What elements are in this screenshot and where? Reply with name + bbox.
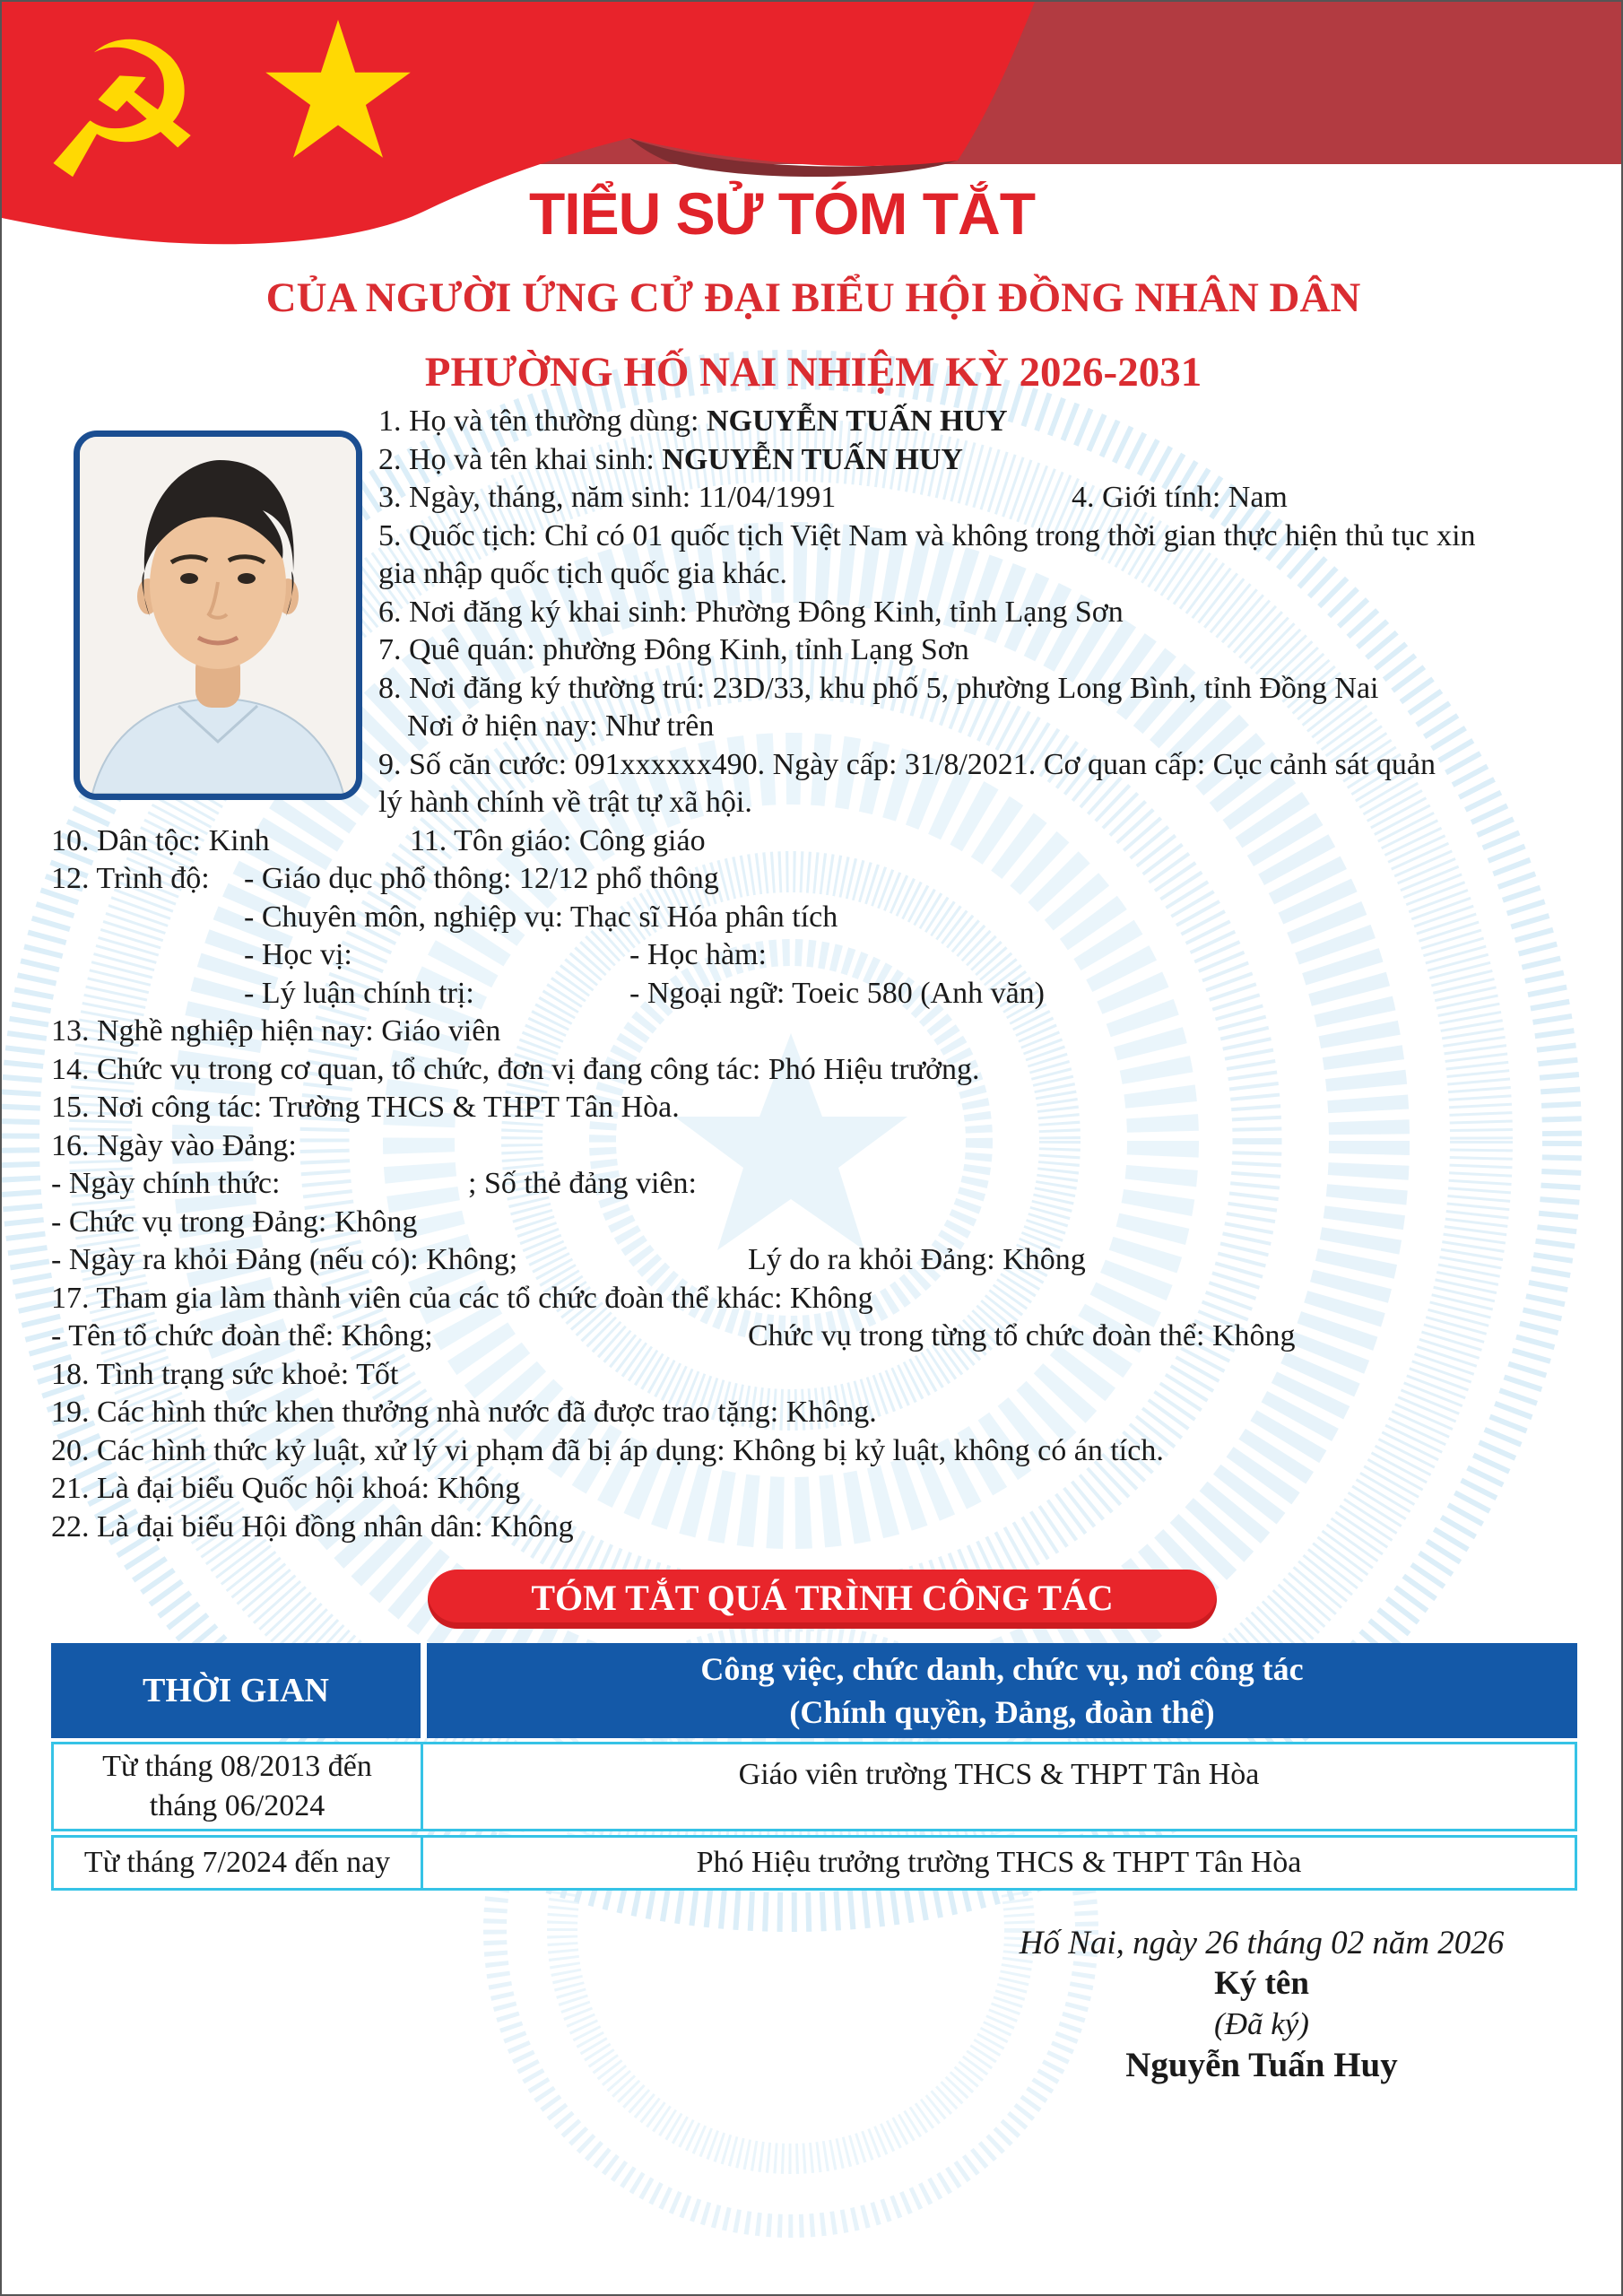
- table-row: [51, 1835, 1577, 1891]
- time-cell: Từ tháng 08/2013 đến tháng 06/2024: [54, 1744, 423, 1829]
- bio-item-16: 16. Ngày vào Đảng:: [51, 1129, 297, 1162]
- bio-item-17: 17. Tham gia làm thành viên của các tổ chức đoàn thể khác: Không: [51, 1282, 873, 1315]
- bio-item-17-org: - Tên tổ chức đoàn thể: Không; Chức vụ trong từng tổ chức đoàn thể: Không: [51, 1317, 1584, 1355]
- bio-item-16-position: - Chức vụ trong Đảng: Không: [51, 1205, 418, 1239]
- bio-item-22: 22. Là đại biểu Hội đồng nhân dân: Không: [51, 1510, 574, 1544]
- bio-item-12: 12. Trình độ: - Giáo dục phổ thông: 12/12 phổ thông: [51, 859, 1584, 898]
- candidate-photo: [74, 430, 362, 800]
- page-title: TIỂU SỬ TÓM TẮT: [528, 180, 1036, 247]
- bio-item-16-leave: - Ngày ra khỏi Đảng (nếu có): Không; Lý do ra khỏi Đảng: Không: [51, 1240, 1584, 1279]
- education-general: - Giáo dục phổ thông: 12/12 phổ thông: [244, 862, 719, 895]
- religion: 11. Tôn giáo: Công giáo: [410, 824, 706, 857]
- job-cell: Giáo viên trường THCS & THPT Tân Hòa: [738, 1758, 1260, 1791]
- bio-item-16-official: - Ngày chính thức: ; Số thẻ đảng viên:: [51, 1164, 1584, 1203]
- job-cell: Phó Hiệu trưởng trường THCS & THPT Tân Hòa: [696, 1846, 1302, 1879]
- page-subtitle-2: PHƯỜNG HỐ NAI NHIỆM KỲ 2026-2031: [424, 349, 1202, 396]
- signatory-name: Nguyễn Tuấn Huy: [1125, 2046, 1398, 2084]
- bio-item-12-prof: - Chuyên môn, nghiệp vụ: Thạc sĩ Hóa phân tích: [244, 900, 838, 934]
- work-history-banner: TÓM TẮT QUÁ TRÌNH CÔNG TÁC: [428, 1570, 1217, 1629]
- bio-item-5-cont: gia nhập quốc tịch quốc gia khác.: [378, 557, 788, 590]
- bio-item-13: 13. Nghề nghiệp hiện nay: Giáo viên: [51, 1014, 501, 1048]
- signed-note: (Đã ký): [1214, 2006, 1309, 2041]
- hammer-sickle-icon: ☭: [38, 2, 207, 222]
- bio-item-8: 8. Nơi đăng ký thường trú: 23D/33, khu phố 5, phường Long Bình, tỉnh Đồng Nai: [378, 672, 1379, 705]
- bio-item-1: 1. Họ và tên thường dùng: NGUYỄN TUẤN HUY: [378, 404, 1008, 438]
- bio-item-12-politics: - Lý luận chính trị: - Ngoại ngữ: Toeic 580 (Anh văn): [51, 974, 1584, 1013]
- bio-item-14: 14. Chức vụ trong cơ quan, tổ chức, đơn vị đang công tác: Phó Hiệu trưởng.: [51, 1053, 980, 1086]
- table-header-row: [51, 1643, 1577, 1738]
- bio-item-9: 9. Số căn cước: 091xxxxxx490. Ngày cấp: 31/8/2021. Cơ quan cấp: Cục cảnh sát quản: [378, 748, 1436, 781]
- leave-reason: Lý do ra khỏi Đảng: Không: [748, 1243, 1086, 1276]
- gender: 4. Giới tính: Nam: [1072, 481, 1288, 514]
- bio-item-2: 2. Họ và tên khai sinh: NGUYỄN TUẤN HUY: [378, 443, 963, 476]
- party-card-number: ; Số thẻ đảng viên:: [468, 1167, 697, 1200]
- bio-item-10-11: [51, 822, 1584, 860]
- bio-item-18: 18. Tình trạng sức khoẻ: Tốt: [51, 1358, 399, 1391]
- bio-item-7: 7. Quê quán: phường Đông Kinh, tỉnh Lạng Sơn: [378, 633, 969, 666]
- bio-item-8b: Nơi ở hiện nay: Như trên: [407, 709, 715, 743]
- foreign-language: - Ngoại ngữ: Toeic 580 (Anh văn): [629, 977, 1045, 1010]
- bio-item-20: 20. Các hình thức kỷ luật, xử lý vi phạm đã bị áp dụng: Không bị kỷ luật, không có án tích.: [51, 1434, 1164, 1467]
- org-role: Chức vụ trong từng tổ chức đoàn thể: Không: [748, 1319, 1296, 1352]
- page-subtitle-1: CỦA NGƯỜI ỨNG CỬ ĐẠI BIỂU HỘI ĐỒNG NHÂN DÂN: [265, 274, 1361, 321]
- work-history-table: [51, 1643, 1577, 1891]
- signature-block: [948, 1924, 1575, 2087]
- bio-item-9-cont: lý hành chính về trật tự xã hội.: [378, 786, 752, 819]
- bio-item-3-4: [378, 478, 1584, 517]
- column-header-time: THỜI GIAN: [51, 1643, 427, 1738]
- ethnicity: 10. Dân tộc: Kinh: [51, 824, 270, 857]
- bio-item-19: 19. Các hình thức khen thưởng nhà nước đã được trao tặng: Không.: [51, 1396, 877, 1429]
- birth-date: 3. Ngày, tháng, năm sinh: 11/04/1991: [378, 481, 837, 514]
- birth-name: NGUYỄN TUẤN HUY: [662, 443, 963, 476]
- signature-place-date: Hố Nai, ngày 26 tháng 02 năm 2026: [1019, 1925, 1505, 1961]
- bio-item-5: 5. Quốc tịch: Chỉ có 01 quốc tịch Việt Nam và không trong thời gian thực hiện thủ tục xin: [378, 519, 1476, 552]
- portrait-illustration: [80, 437, 356, 794]
- bio-item-6: 6. Nơi đăng ký khai sinh: Phường Đông Kinh, tỉnh Lạng Sơn: [378, 596, 1124, 629]
- table-row: [51, 1742, 1577, 1831]
- common-name: NGUYỄN TUẤN HUY: [706, 404, 1008, 438]
- bio-item-12-degree: - Học vị: - Học hàm:: [51, 935, 1584, 974]
- bio-item-21: 21. Là đại biểu Quốc hội khoá: Không: [51, 1472, 521, 1505]
- time-cell: Từ tháng 7/2024 đến nay: [54, 1838, 423, 1888]
- signature-label: Ký tên: [1214, 1965, 1309, 2002]
- column-header-job: Công việc, chức danh, chức vụ, nơi công tác (Chính quyền, Đảng, đoàn thể): [700, 1651, 1304, 1730]
- academic-title: - Học hàm:: [629, 938, 767, 971]
- bio-item-15: 15. Nơi công tác: Trường THCS & THPT Tân Hòa.: [51, 1091, 680, 1124]
